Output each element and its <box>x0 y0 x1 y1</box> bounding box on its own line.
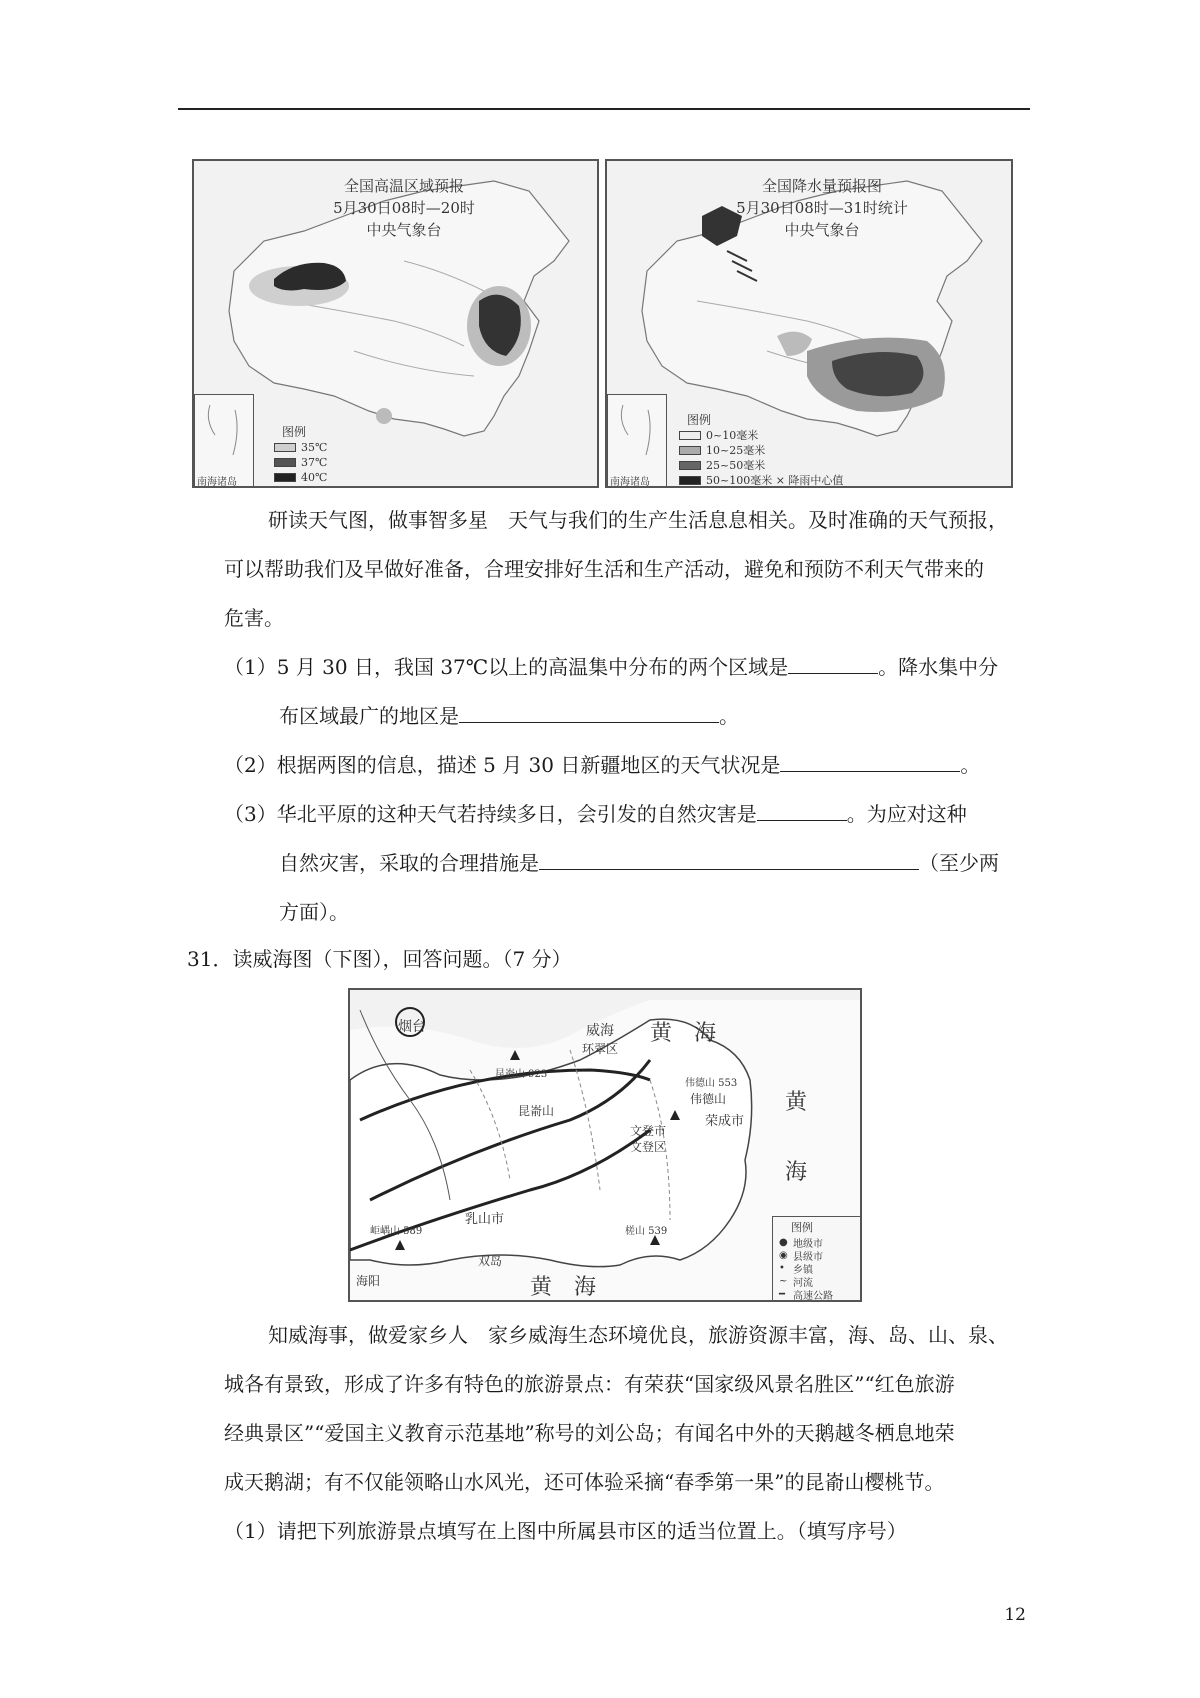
rain-inset-south-sea: 南海诸岛 <box>607 394 667 488</box>
q30-intro-line1: 研读天气图，做事智多星 天气与我们的生产生活息息相关。及时准确的天气预报， <box>268 508 1008 532</box>
rain-map-title: 全国降水量预报图 5月30日08时—31时统计 中央气象台 <box>736 177 908 239</box>
q30-intro-line2: 可以帮助我们及早做好准备，合理安排好生活和生产活动，避免和预防不利天气带来的 <box>224 557 984 581</box>
q30-intro-line3: 危害。 <box>224 606 284 630</box>
q30-sub2-blank[interactable] <box>780 752 960 772</box>
rain-legend-25-50: 25~50毫米 <box>679 457 765 473</box>
q30-sub1-line2: 布区域最广的地区是 。 <box>279 704 739 728</box>
q31-para-line3: 经典景区”“爱国主义教育示范基地”称号的刘公岛；有闻名中外的天鹅越冬栖息地荣 <box>224 1421 955 1445</box>
heat-legend-35: 35℃ <box>274 441 327 454</box>
rain-legend-10-25: 10~25毫米 <box>679 442 765 458</box>
heat-inset-south-sea: 南海诸岛 <box>194 394 254 488</box>
q31-sub1: （1）请把下列旅游景点填写在上图中所属县市区的适当位置上。（填写序号） <box>224 1519 907 1543</box>
q31-para-line1: 知威海事，做爱家乡人 家乡威海生态环境优良，旅游资源丰富，海、岛、山、泉、 <box>268 1323 1008 1347</box>
weihai-map: 黄 海 黄 海 黄 海 威海 烟台 乳山市 荣成市 文登市 海阳 环翠区 昆嵛山 文登区 伟德山 双岛 昆嵛山 923 伟德山 553 岠嵎山 589 槎山 539 图例 ● 地级市 ◉ 县级市 • 乡镇 ~ 河流 ━ 高速公路 <box>348 988 862 1302</box>
q30-sub3-line1: （3）华北平原的这种天气若持续多日，会引发的自然灾害是 。为应对这种 <box>224 802 967 826</box>
q31-para-line2: 城各有景致，形成了许多有特色的旅游景点：有荣获“国家级风景名胜区”“红色旅游 <box>224 1372 955 1396</box>
heat-map-title: 全国高温区域预报 5月30日08时—20时 中央气象台 <box>333 177 475 239</box>
heat-forecast-map: 全国高温区域预报 5月30日08时—20时 中央气象台 南海诸岛 图例 35℃ 37℃ 40℃ <box>192 159 599 488</box>
q30-sub1-blank1[interactable] <box>788 654 878 674</box>
q30-sub1-blank2[interactable] <box>459 703 719 723</box>
q31-para-line4: 成天鹅湖；有不仅能领略山水风光，还可体验采摘“春季第一果”的昆嵛山樱桃节。 <box>224 1470 945 1494</box>
q30-sub3-line2: 自然灾害，采取的合理措施是 （至少两 <box>279 851 999 875</box>
q30-sub3-line3: 方面）。 <box>279 900 349 924</box>
rain-forecast-map: 全国降水量预报图 5月30日08时—31时统计 中央气象台 南海诸岛 图例 0~10毫米 10~25毫米 25~50毫米 50~100毫米 × 降雨中心值 <box>605 159 1013 488</box>
q30-sub3-blank2[interactable] <box>539 850 919 870</box>
q30-sub1-line1: （1）5 月 30 日，我国 37℃以上的高温集中分布的两个区域是 。降水集中分 <box>224 655 999 679</box>
weihai-legend: 图例 ● 地级市 ◉ 县级市 • 乡镇 ~ 河流 ━ 高速公路 <box>772 1216 862 1302</box>
rain-legend-0-10: 0~10毫米 <box>679 427 758 443</box>
heat-legend-40: 40℃ <box>274 471 327 484</box>
rain-legend-50-100: 50~100毫米 × 降雨中心值 <box>679 472 843 488</box>
q30-sub2: （2）根据两图的信息，描述 5 月 30 日新疆地区的天气状况是 。 <box>224 753 981 777</box>
heat-legend-37: 37℃ <box>274 456 327 469</box>
header-rule <box>178 108 1030 110</box>
q30-sub3-blank1[interactable] <box>757 801 847 821</box>
q31-heading: 31．读威海图（下图），回答问题。（7 分） <box>187 947 572 971</box>
page-number: 12 <box>1004 1605 1026 1625</box>
